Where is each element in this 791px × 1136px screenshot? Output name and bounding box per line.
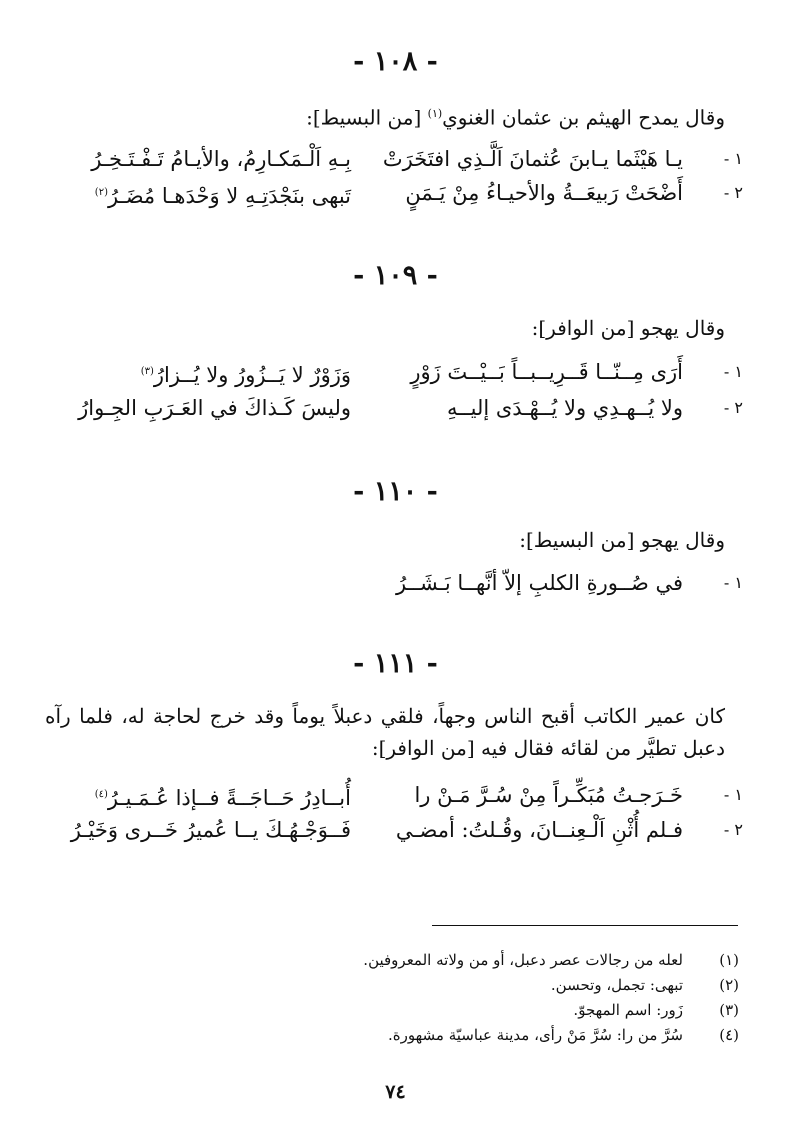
section-number: - ١١٠ - (353, 476, 438, 507)
footnote-number: (١) (719, 951, 739, 969)
footnote (179, 1023, 739, 1047)
verse-hemistich-first: ولا يُــهـدِي ولا يُــهْـدَى إليــهِ (447, 396, 683, 420)
verse-number: ٢ - (723, 820, 743, 839)
verse-line (40, 778, 743, 812)
verse-number: ١ - (723, 149, 743, 168)
verse-hemistich-second: تَبهى بنَجْدَتِـهِ لا وَحْدَهـا مُضَـرُ$^{(٢)}$ (94, 184, 351, 208)
section-number: - ١٠٩ - (353, 260, 438, 291)
footnote-text: لعله من رجالات عصر دعبل، أو من ولاته المعروفين. (363, 951, 683, 969)
verse-number: ٢ - (723, 398, 743, 417)
page-number: ٧٤ (385, 1081, 406, 1103)
verse-hemistich-second: بِـهِ اَلْـمَكـارِمُ، والأيـامُ تَـفْـتَـخِـرُ (91, 147, 351, 171)
verse-line (40, 355, 743, 389)
footnote-text: سُرَّ من را: سُرَّ مَنْ رأى، مدينة عباسيّة مشهورة. (388, 1026, 683, 1044)
verse-number: ١ - (723, 785, 743, 804)
verse-line (40, 813, 743, 847)
verse-hemistich-second: وليسَ كَـذاكَ في العَـرَبِ الجِـوارُ (78, 396, 351, 420)
verse-number: ٢ - (723, 183, 743, 202)
verse-line (40, 176, 743, 210)
section-intro: وقال يمدح الهيثم بن عثمان الغنوي$^{(١)}$ [من البسيط]: (306, 105, 725, 130)
footnote-ref: (٣) (140, 366, 154, 377)
footnote-ref: (٤) (94, 789, 108, 800)
section-intro: وقال يهجو [من البسيط]: (519, 528, 725, 552)
section-number: - ١١١ - (353, 648, 438, 679)
verse-hemistich-first: في صُــورةِ الكلبِ إلاّ أنَّهــا بَـشَــرُ (396, 571, 683, 595)
verse-hemistich-second: وَزَوْرٌ لا يَــزُورُ ولا يُــزارُ$^{(٣)}$ (140, 363, 351, 387)
section-intro: كان عمير الكاتب أقبح الناس وجهاً، فلقي دعبلاً يوماً وقد خرج لحاجة له، فلما رآه دعبل تطيَّر من لقائه فقال فيه [من الوافر]: (45, 704, 726, 760)
footnote-ref: (٢) (94, 187, 108, 198)
footnote-text: تبهى: تجمل، وتحسن. (550, 976, 683, 994)
verse-line (40, 566, 743, 600)
verse-number: ١ - (723, 573, 743, 592)
section-number: - ١٠٨ - (353, 46, 438, 77)
verse-hemistich-first: فـلم أُثْنِ اَلْـعِنــانَ، وقُـلتُ: أمضـي (395, 818, 683, 842)
verse-hemistich-first: يـا هَيْثَما يـابنَ عُثمانَ اَلَّـذِي افتَخَرَتْ (382, 147, 683, 171)
footnote (179, 998, 739, 1022)
footnote-ref: (١) (427, 107, 443, 120)
verse-hemistich-first: خَـرَجـتُ مُبَكِّـراً مِنْ سُـرَّ مَـنْ را (414, 783, 683, 807)
footnote-divider (432, 925, 738, 926)
footnote (179, 948, 739, 972)
verse-line (40, 391, 743, 425)
footnote-number: (٢) (719, 976, 739, 994)
footnote-number: (٣) (719, 1001, 739, 1019)
footnote-number: (٤) (719, 1026, 739, 1044)
footnote (179, 973, 739, 997)
verse-line (40, 142, 743, 176)
verse-hemistich-first: أَضْحَتْ رَبيعَــةُ والأحيـاءُ مِنْ يَـمَنٍ (405, 181, 683, 205)
verse-hemistich-second: أُبــادِرُ حَــاجَــةً فــإذا عُـمَـيـرُ$^{(٤)}$ (94, 786, 351, 810)
footnote-text: زَور: اسم المهجوّ. (573, 1001, 683, 1019)
verse-number: ١ - (723, 362, 743, 381)
section-intro: وقال يهجو [من الوافر]: (531, 316, 725, 340)
verse-hemistich-first: أَرَى مِــنّــا قَــرِيــبــاً بَــيْــتَ زَوْرٍ (410, 360, 683, 384)
verse-hemistich-second: فَــوَجْـهُـكَ يــا عُميرُ خَــرى وَخَيْـرُ (70, 818, 351, 842)
